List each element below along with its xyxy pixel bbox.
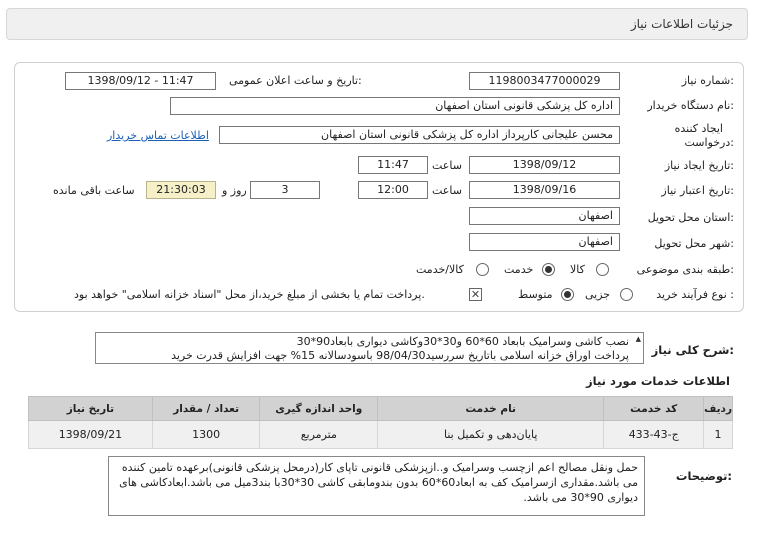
buyer-org-field[interactable]: اداره کل پزشکی قانونی استان اصفهان	[170, 97, 620, 115]
category-label: طبقه بندی موضوعی:	[636, 263, 734, 276]
description-label: شرح کلی نیاز:	[651, 343, 734, 357]
col-header-unit: واحد اندازه گیری	[260, 397, 378, 421]
col-header-service-code: کد خدمت	[604, 397, 704, 421]
creator-field[interactable]: محسن علیجانی کارپرداز اداره کل پزشکی قانونی استان اصفهان	[219, 126, 620, 144]
category-goods-service-label: کالا/خدمت	[416, 263, 464, 276]
table-header-row	[29, 397, 733, 421]
description-line-2: پرداخت اوراق خزانه اسلامی باتاریخ سررسید98/04/30 باسودسالانه 15% جهت افزایش قدرت خرید	[171, 349, 629, 362]
province-label: استان محل تحویل:	[647, 211, 734, 224]
valid-date-field[interactable]: 1398/09/16	[469, 181, 620, 199]
cell-quantity: 1300	[152, 421, 260, 449]
announce-field[interactable]: 1398/09/12 - 11:47	[65, 72, 216, 90]
city-label: شهر محل تحویل:	[654, 237, 734, 250]
notes-label: توضیحات:	[675, 469, 732, 483]
page-header	[6, 8, 748, 40]
remaining-label: ساعت باقی مانده	[53, 184, 135, 197]
table-row[interactable]	[29, 421, 733, 449]
process-partial-radio[interactable]	[620, 288, 633, 301]
announce-label: تاریخ و ساعت اعلان عمومی:	[229, 74, 362, 87]
cell-unit: مترمربع	[260, 421, 378, 449]
city-field[interactable]: اصفهان	[469, 233, 620, 251]
province-field[interactable]: اصفهان	[469, 207, 620, 225]
remaining-time-field: 21:30:03	[146, 181, 216, 199]
need-number-label: شماره نیاز:	[681, 74, 734, 87]
valid-date-label: تاریخ اعتبار نیاز:	[661, 184, 734, 197]
description-field[interactable]	[95, 332, 644, 364]
description-line-1: نصب کاشی وسرامیک بابعاد 60*60 و30*30وکاشی دیواری بابعاد90*30	[296, 335, 629, 348]
valid-time-label: ساعت	[432, 184, 462, 197]
days-label: روز و	[222, 184, 247, 197]
creator-label-2: درخواست:	[684, 136, 734, 149]
cell-need-date: 1398/09/21	[29, 421, 153, 449]
col-header-service-name: نام خدمت	[378, 397, 604, 421]
page-title: جزئیات اطلاعات نیاز	[630, 17, 733, 31]
treasury-note: پرداخت تمام یا بخشی از مبلغ خرید،از محل "اسناد خزانه اسلامی" خواهد بود.	[74, 288, 425, 301]
category-goods-radio[interactable]	[596, 263, 609, 276]
cell-row-number: 1	[704, 421, 733, 449]
creator-label-1: ایجاد کننده	[674, 122, 723, 135]
process-medium-label: متوسط	[518, 288, 553, 301]
buyer-contact-link[interactable]: اطلاعات تماس خریدار	[107, 129, 209, 142]
treasury-checkbox[interactable]: ✕	[470, 288, 481, 301]
process-partial-label: جزیی	[585, 288, 611, 301]
services-table	[28, 396, 733, 449]
col-header-need-date: تاریخ نیاز	[29, 397, 153, 421]
process-medium-radio[interactable]	[561, 288, 574, 301]
create-date-field[interactable]: 1398/09/12	[469, 156, 620, 174]
category-service-radio[interactable]	[542, 263, 555, 276]
need-number-field[interactable]: 1198003477000029	[469, 72, 620, 90]
scroll-up-icon[interactable]: ▲	[635, 335, 641, 343]
days-field[interactable]: 3	[250, 181, 320, 199]
category-goods-label: کالا	[570, 263, 585, 276]
buyer-org-label: نام دستگاه خریدار:	[647, 99, 734, 112]
services-section-title: اطلاعات خدمات مورد نیاز	[586, 374, 730, 388]
col-header-quantity: تعداد / مقدار	[152, 397, 260, 421]
col-header-row-number: ردیف	[704, 397, 733, 421]
cell-service-code: ج-43-433	[604, 421, 704, 449]
create-time-label: ساعت	[432, 159, 462, 172]
create-time-field[interactable]: 11:47	[358, 156, 428, 174]
create-date-label: تاریخ ایجاد نیاز:	[664, 159, 734, 172]
cell-service-name: پایان‌دهی و تکمیل بنا	[378, 421, 604, 449]
category-goods-service-radio[interactable]	[476, 263, 489, 276]
notes-field[interactable]: حمل ونقل مصالح اعم ازچسب وسرامیک و..ازپزشکی قانونی تاپای کار(درمحل پزشکی قانونی)برعهده تامین کننده می باشد.مقداری ازسرامیک کف به ابعاد60*60 بدون بندومابقی کاشی 30*30با بند3میل می باشد.ابعادکاشی های دیواری 90*30 می باشد.	[108, 456, 645, 516]
process-label: نوع فرآیند خرید :	[656, 288, 734, 301]
valid-time-field[interactable]: 12:00	[358, 181, 428, 199]
category-service-label: خدمت	[504, 263, 534, 276]
